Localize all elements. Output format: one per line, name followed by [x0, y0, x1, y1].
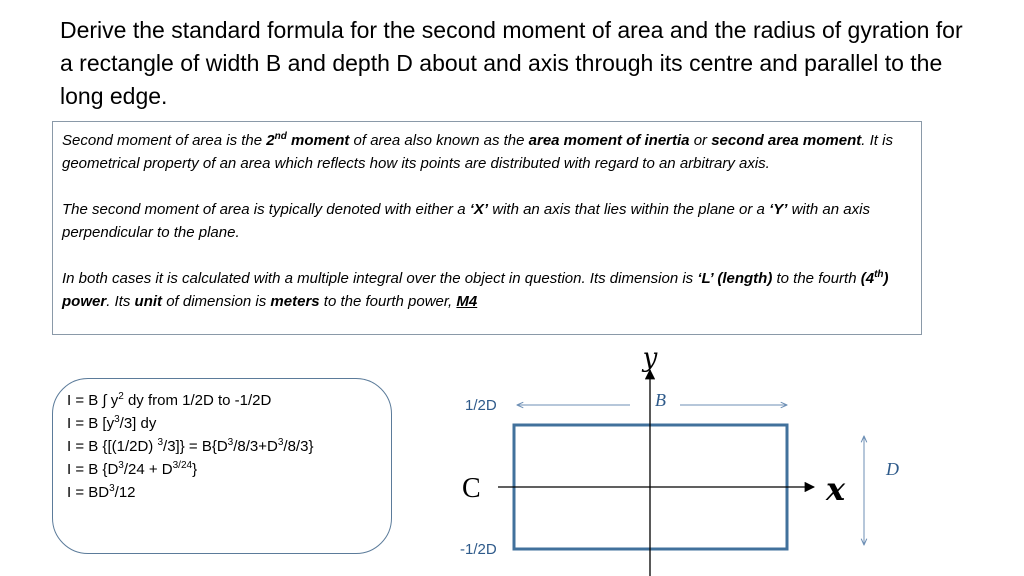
definition-text-run: unit — [134, 293, 163, 310]
derivation-text-run: I = BD — [67, 484, 110, 501]
definition-text-run: or — [689, 132, 712, 149]
x-axis-label: x — [826, 470, 846, 508]
definition-text-run: area moment of inertia — [528, 132, 690, 149]
derivation-lines — [67, 389, 313, 504]
definition-text-run: ) power — [62, 270, 889, 310]
definition-text-run: to the fourth power, — [319, 293, 457, 310]
derivation-line — [67, 389, 313, 412]
derivation-text-run: 3 — [109, 483, 115, 494]
derivation-text-run: } — [192, 461, 198, 478]
derivation-text-run: dy from 1/2D to -1/2D — [123, 392, 272, 409]
definition-text-run: of area also known as the — [349, 132, 529, 149]
depth-label: D — [886, 459, 899, 479]
definition-text-run: with an axis that lies within the plane or a — [488, 201, 770, 218]
definition-text-run: th — [874, 269, 884, 280]
definition-text-run: ‘L’ (length) — [697, 270, 773, 287]
derivation-text-run: 3 — [118, 460, 124, 471]
definition-text-run: M4 — [456, 293, 478, 310]
definition-box — [52, 121, 922, 335]
derivation-text-run: 3 — [114, 414, 120, 425]
derivation-text-run: /8/3} — [283, 438, 314, 455]
definition-text-run: second area moment — [711, 132, 862, 149]
derivation-text-run: /3]} = B{D — [163, 438, 228, 455]
definition-text-run: (4 — [860, 270, 875, 287]
derivation-line — [67, 435, 313, 458]
derivation-text-run: /24 + D — [123, 461, 173, 478]
bottom-edge-label: -1/2D — [460, 541, 497, 558]
definition-text-run: to the fourth — [772, 270, 861, 287]
derivation-text-run: 3 — [157, 437, 164, 448]
definition-text-run: In both cases it is calculated with a multiple integral over the object in question. Its dimension is — [62, 270, 698, 287]
definition-text-run: of dimension is — [162, 293, 271, 310]
definition-text-run: with an axis perpendicular to the plane. — [62, 201, 870, 241]
definition-text-run: . It is geometrical property of an area which reflects how its points are distributed with regard to an arbitrary axis. — [62, 132, 893, 172]
derivation-line — [67, 458, 313, 481]
derivation-text-run: 3 — [227, 437, 234, 448]
definition-paragraph-2 — [62, 198, 912, 244]
definition-text-run: ‘Y’ — [769, 201, 788, 218]
derivation-text-run: 2 — [118, 391, 124, 402]
definition-text-run: The second moment of area is typically denoted with either a — [62, 201, 470, 218]
derivation-text-run: I = B {D — [67, 461, 119, 478]
definition-text-run: Second moment of area is the — [62, 132, 267, 149]
rectangle-diagram — [440, 340, 899, 576]
definition-text-run: 2 — [266, 132, 275, 149]
definition-text-run: ‘X’ — [469, 201, 489, 218]
derivation-line — [67, 412, 313, 435]
top-edge-label: 1/2D — [465, 397, 497, 414]
derivation-text-run: 3/24 — [172, 460, 193, 471]
derivation-text-run: I = B {[(1/2D) — [67, 438, 158, 455]
derivation-text-run: /12 — [114, 484, 136, 501]
definition-text-run: meters — [270, 293, 320, 310]
definition-paragraph-1 — [62, 129, 912, 175]
definition-paragraph-3 — [62, 267, 912, 313]
definition-text-run: . Its — [106, 293, 135, 310]
width-label: B — [655, 390, 666, 410]
page-title: Derive the standard formula for the second moment of area and the radius of gyration for a rectangle of width B and depth D about and axis through its centre and parallel to the long edge. — [60, 17, 963, 109]
definition-text-run: nd — [274, 131, 287, 142]
y-axis-label: y — [642, 343, 658, 373]
centre-label: C — [462, 473, 481, 504]
derivation-text-run: 3 — [277, 437, 284, 448]
derivation-text-run: I = B [y — [67, 415, 115, 432]
derivation-text-run: I = B ∫ y — [67, 392, 119, 409]
definition-text-run: moment — [286, 132, 350, 149]
derivation-line — [67, 481, 313, 504]
derivation-box — [52, 378, 392, 554]
derivation-text-run: /3] dy — [119, 415, 157, 432]
derivation-text-run: /8/3+D — [233, 438, 278, 455]
